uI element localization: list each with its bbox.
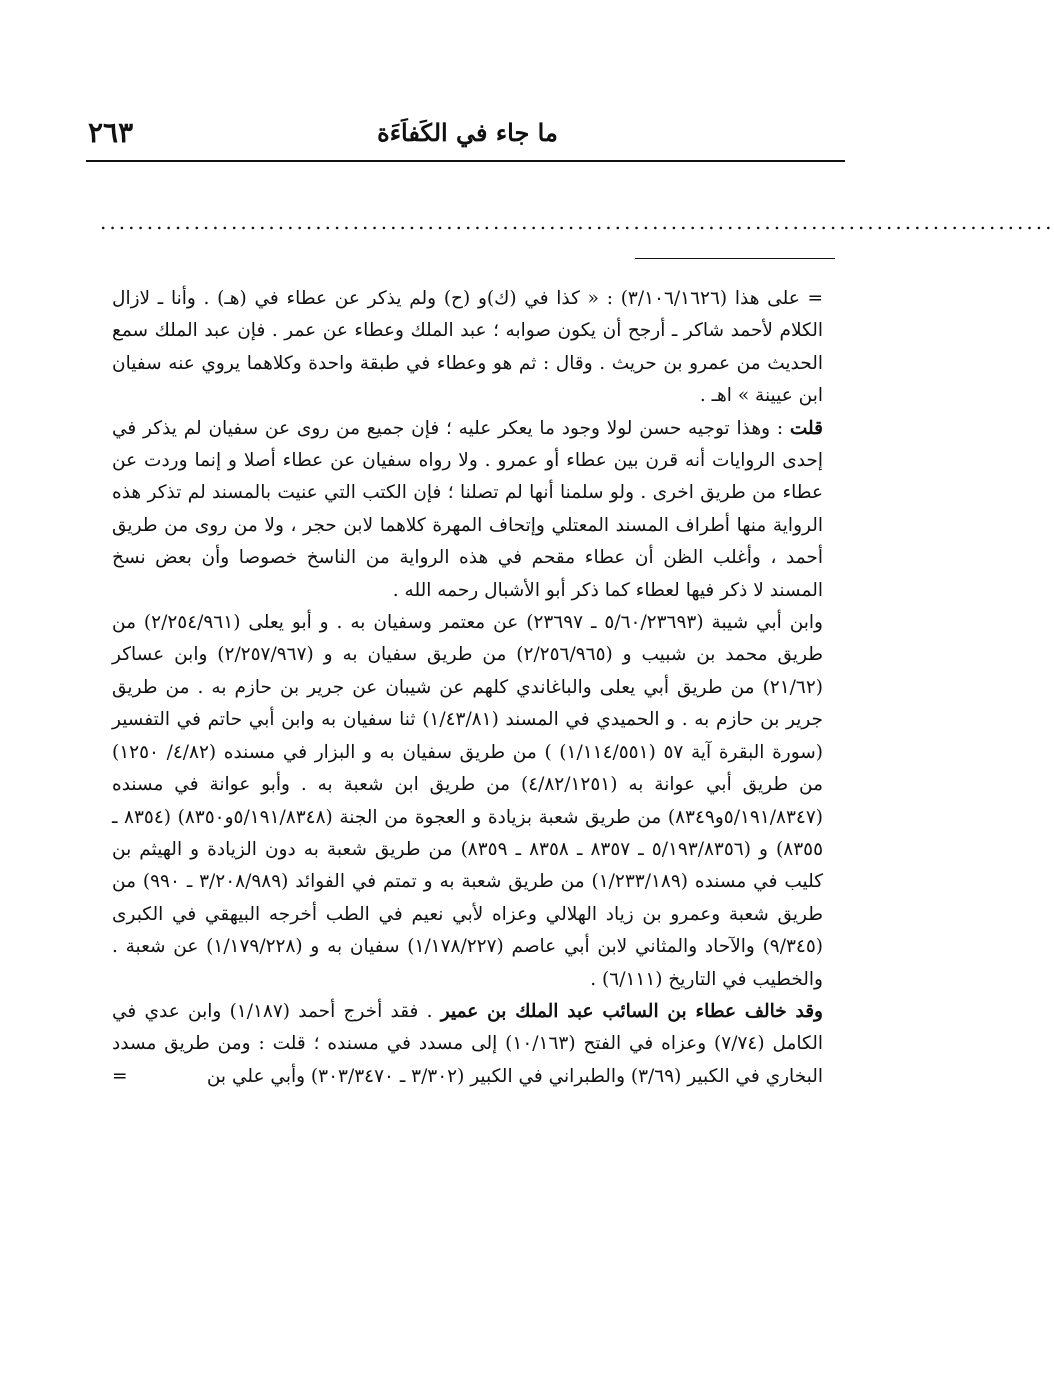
paragraph-4-lead: وقد خالف عطاء بن السائب عبد الملك بن عمير: [440, 1000, 823, 1022]
footnote-body: [112, 283, 823, 1093]
paragraph-1-text: = على هذا (٣/١٠٦/١٦٢٦) : « كذا في (ك)و (ح) ولم يذكر عن عطاء في (هـ) . وأنا ـ لازال الكلام لأحمد شاكر ـ أرجح أن يكون صوابه ؛ عبد الملك وعطاء عن عمر . فإن عبد الملك سمع الحديث من عمرو بن حريث . وقال : ثم هو وعطاء في طبقة واحدة وكلاهما يروي عنه سفيان ابن عيينة » اهـ .: [112, 288, 823, 407]
paragraph-2-text: : وهذا توجيه حسن لولا وجود ما يعكر عليه ؛ فإن جميع من روى عن سفيان لم يذكر في إحدى الروايات أنه قرن بين عطاء أو عمرو . ولا رواه سفيان عن عطاء أصلا و إنما وردت عن عطاء من طريق اخرى . ولو سلمنا أنها لم تصلنا ؛ فإن الكتب التي عنيت بالمسند لم تذكر هذه الرواية منها أطراف المسند المعتلي وإتحاف المهرة كلاهما لابن حجر ، ولا من روى من طريق أحمد ، وأغلب الظن أن عطاء مقحم في هذه الرواية من الناسخ خصوصا وأن بعض نسخ المسند لا ذكر فيها لعطاء كما ذكر أبو الأشبال رحمه الله .: [112, 417, 823, 601]
paragraph-1: [112, 283, 823, 413]
page-number: ٢٦٣: [88, 116, 134, 149]
continuation-mark: =: [112, 1065, 128, 1087]
paragraph-2-lead: قلت: [789, 417, 823, 439]
paragraph-3: [112, 607, 823, 996]
paragraph-3-text: وابن أبي شيبة (٥/٦٠/٢٣٦٩٣ ـ ٢٣٦٩٧) عن معتمر وسفيان به . و أبو يعلى (٢/٢٥٤/٩٦١) من طريق محمد بن شبيب و (٢/٢٥٦/٩٦٥) من طريق سفيان به و (٢/٢٥٧/٩٦٧) وابن عساكر (٢١/٦٢) من طريق أبي يعلى والباغاندي كلهم عن شيبان عن جرير بن حازم به . من طريق جرير بن حازم به . و الحميدي في المسند (١/٤٣/٨١) ثنا سفيان به وابن أبي حاتم في التفسير (سورة البقرة آية ٥٧ (١/١١٤/٥٥١) ) من طريق سفيان به و البزار في مسنده (٤/٨٢/ ١٢٥٠) من طريق أبي عوانة به (٤/٨٢/١٢٥١) من طريق ابن شعبة به . وأبو عوانة في مسنده (٥/١٩١/٨٣٤٧و٨٣٤٩) من طريق شعبة بزيادة و العجوة من الجنة (٥/١٩١/٨٣٤٨و٨٣٥٠) (٨٣٥٤ ـ ٨٣٥٥) و (٥/١٩٣/٨٣٥٦ ـ ٨٣٥٧ ـ ٨٣٥٨ ـ ٨٣٥٩) من طريق شعبة به دون الزيادة و الهيثم بن كليب في مسنده (١/٢٣٣/١٨٩) من طريق شعبة به و تمتم في الفوائد (٣/٢٠٨/٩٨٩ ـ ٩٩٠) من طريق شعبة وعمرو بن زياد الهلالي وعزاه لأبي نعيم في الطب أخرجه البيهقي في الكبرى (٩/٣٤٥) والآحاد والمثاني لابن أبي عاصم (١/١٧٨/٢٢٧) سفيان به و (١/١٧٩/٢٢٨) عن شعبة . والخطيب في التاريخ (٦/١١١) .: [112, 612, 824, 990]
dotted-separator: ......................................................................................................: [100, 210, 1054, 234]
footnote-rule: [635, 258, 835, 259]
page-title: ما جاء في الكَفاَءَة: [377, 118, 558, 147]
paragraph-2: [112, 413, 823, 607]
paragraph-4-text: . فقد أخرج أحمد (١/١٨٧) وابن عدي في الكامل (٧/٧٤) وعزاه في الفتح (١٠/١٦٣) إلى مسدد في مسنده ؛ قلت : ومن طريق مسدد البخاري في الكبير (٣/٦٩) والطبراني في الكبير (٣/٣٠٢ ـ ٣٠٣/٣٤٧٠) وأبي علي بن: [112, 1000, 823, 1087]
page-header: [88, 112, 847, 160]
paragraph-4: [112, 996, 823, 1093]
header-rule: [86, 160, 845, 162]
